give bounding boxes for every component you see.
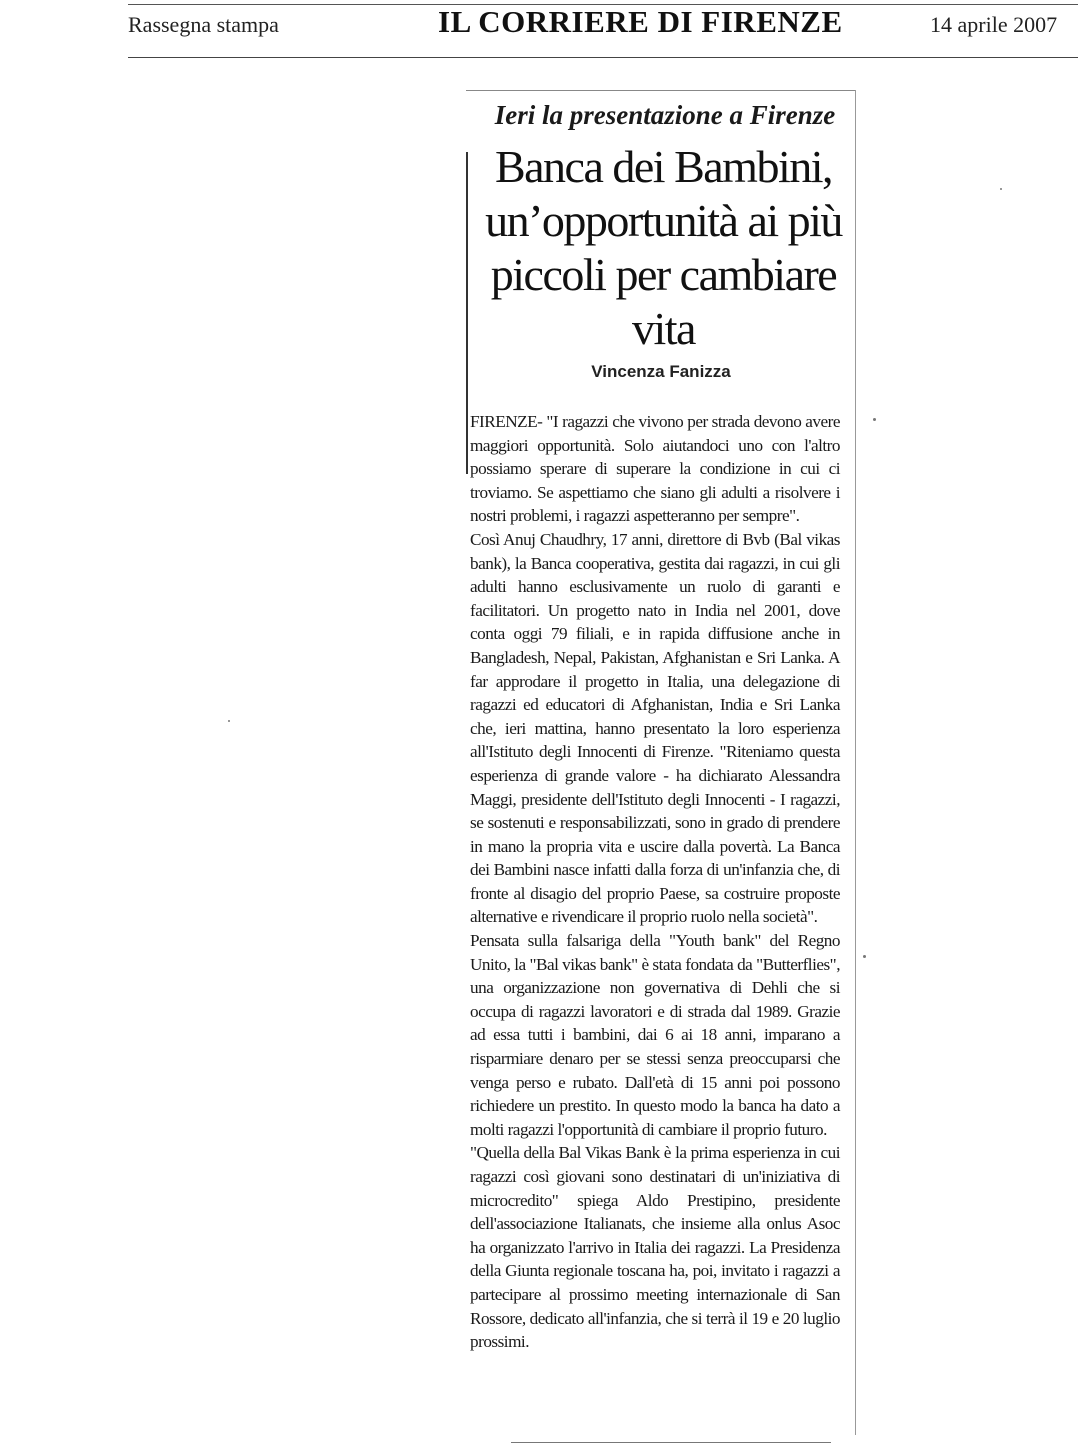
article-headline: Banca dei Bambini, un’opportunità ai più piccoli per cambiare vita — [485, 141, 842, 354]
scan-speck — [1000, 188, 1002, 190]
article-paragraph: Così Anuj Chaudhry, 17 anni, direttore di Bvb (Bal vikas bank), la Banca cooperativa, gestita dai ragazzi, in cui gli adulti hanno esclusivamente un ruolo di garanti e facilitatori. Un progetto nato in India nel 2001, dove conta oggi 79 filiali, e in rapida diffusione anche in Bangladesh, Nepal, Pakistan, Afghanistan e Sri Lanka. A far approdare il progetto in Italia, una delegazione di ragazzi ed educatori di Afghanistan, India e Sri Lanka che, ieri mattina, hanno presentato la loro esperienza all'Istituto degli Innocenti di Firenze. "Riteniamo questa esperienza di grande valore - ha dichiarato Alessandra Maggi, presidente dell'Istituto degli Innocenti - I ragazzi, se sostenuti e responsabilizzati, sono in grado di prendere in mano la propria vita e uscire dalla povertà. La Banca dei Bambini nasce infatti dalla forza di un'infanzia che, di fronte al disagio del proprio Paese, sa costruire proposte alternative e rivendicare il proprio ruolo nella società". — [470, 529, 840, 927]
header-rule — [128, 57, 1078, 58]
clipping-bottom-rule — [511, 1442, 831, 1443]
clipping-border-right — [855, 90, 856, 1435]
header-section-label: Rassegna stampa — [128, 12, 279, 37]
article-paragraph — [470, 410, 840, 528]
clipping-border-top — [466, 90, 856, 91]
press-header — [0, 0, 1085, 60]
article-paragraph: Pensata sulla falsariga della "Youth bank" del Regno Unito, la "Bal vikas bank" è stata fondata da "Butterflies", una organizzazione non governativa di Dehli che si occupa di ragazzi lavoratori e di strada dal 1989. Grazie ad essa tutti i bambini, dai 6 ai 18 anni, imparano a risparmiare denaro per se stessi senza preoccuparsi che venga perso e rubato. Dall'età di 15 anni poi possono richiedere un prestito. In questo modo la banca ha dato a molti ragazzi l'opportunità di cambiare il proprio futuro. — [470, 931, 840, 1139]
headline-side-bar — [466, 152, 468, 474]
scan-speck — [863, 955, 866, 958]
article-byline: Vincenza Fanizza — [591, 362, 731, 381]
article-dateline: FIRENZE- — [470, 412, 543, 431]
newspaper-name: IL CORRIERE DI FIRENZE — [438, 4, 843, 39]
article-paragraph: "Quella della Bal Vikas Bank è la prima esperienza in cui ragazzi così giovani sono destinatari di un'iniziativa di microcredito" spiega Aldo Prestipino, presidente dell'associazione Italianats, che insieme alla onlus Asoc ha organizzato l'arrivo in Italia dei ragazzi. La Presidenza della Giunta regionale toscana ha, poi, invitato i ragazzi a partecipare al prossimo meeting internazionale di San Rossore, dedicato all'infanzia, che si terrà il 19 e 20 luglio prossimi. — [470, 1143, 840, 1352]
publication-date: 14 aprile 2007 — [930, 12, 1058, 37]
scan-speck — [228, 720, 230, 722]
article-body — [470, 410, 840, 1354]
article-clipping — [466, 90, 856, 1440]
scan-speck — [873, 418, 876, 421]
article-kicker: Ieri la presentazione a Firenze — [494, 100, 836, 130]
article-paragraph-text: "I ragazzi che vivono per strada devono avere maggiori opportunità. Solo aiutandoci uno con l'altro possiamo sperare di superare la condizione in cui ci troviamo. Se aspettiamo che siano gli adulti a risolvere i nostri problemi, i ragazzi aspetteranno per sempre". — [470, 412, 840, 526]
